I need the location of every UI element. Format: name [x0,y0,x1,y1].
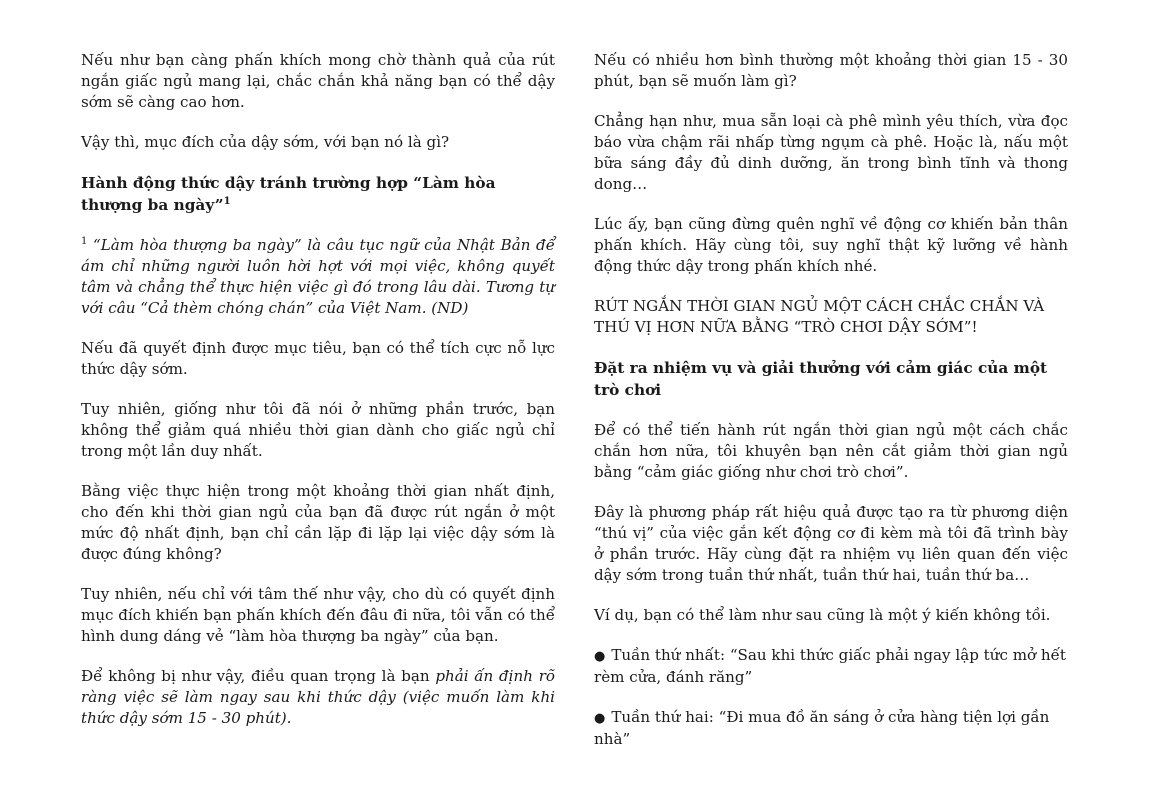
paragraph: Nếu đã quyết định được mục tiêu, bạn có thể tích cực nỗ lực thức dậy sớm. [81,339,555,378]
bullet-text: Tuần thứ nhất: “Sau khi thức giấc phải ngay lập tức mở hết rèm cửa, đánh răng” [594,646,1066,686]
section-heading: Đặt ra nhiệm vụ và giải thưởng với cảm giác của một trò chơi [594,359,1048,399]
bullet-text: Tuần thứ hai: “Đi mua đồ ăn sáng ở cửa hàng tiện lợi gần nhà” [594,708,1050,748]
right-column [594,50,1068,769]
bullet-icon: ● [594,649,606,664]
paragraph: Để có thể tiến hành rút ngắn thời gian ngủ một cách chắc chắn hơn nữa, tôi khuyên bạn nên cắt giảm thời gian ngủ bằng “cảm giác giống như chơi trò chơi”. [594,421,1068,481]
paragraph: Vậy thì, mục đích của dậy sớm, với bạn nó là gì? [81,133,450,151]
footnote-mark: 1 [81,235,88,247]
paragraph: Lúc ấy, bạn cũng đừng quên nghĩ về động cơ khiến bản thân phấn khích. Hãy cùng tôi, suy nghĩ thật kỹ lưỡng về hành động thức dậy trong phấn khích nhé. [594,215,1068,275]
paragraph: Nếu có nhiều hơn bình thường một khoảng thời gian 15 - 30 phút, bạn sẽ muốn làm gì? [594,51,1068,90]
heading-text: Hành động thức dậy tránh trường hợp “Làm hòa thượng ba ngày” [81,174,496,214]
footnote-ref: 1 [223,195,231,207]
left-column [81,50,555,748]
paragraph: Ví dụ, bạn có thể làm như sau cũng là một ý kiến không tồi. [594,606,1051,624]
paragraph [81,666,555,729]
emphasized-text: phải ấn định rõ ràng việc sẽ làm ngay sau khi thức dậy (việc muốn làm khi thức dậy sớm 15 - 30 phút). [81,667,555,727]
footnote-text: “Làm hòa thượng ba ngày” là câu tục ngữ của Nhật Bản để ám chỉ những người luôn hời hợt với mọi việc, không quyết tâm và chẳng thể thực hiện việc gì đó trong lâu dài. Tương tự với câu “Cả thèm chóng chán” của Việt Nam. (ND) [81,236,555,317]
paragraph: Tuy nhiên, giống như tôi đã nói ở những phần trước, bạn không thể giảm quá nhiều thời gian dành cho giấc ngủ chỉ trong một lần duy nhất. [81,400,555,460]
bullet-item [594,707,1068,750]
paragraph: Tuy nhiên, nếu chỉ với tâm thế như vậy, cho dù có quyết định mục đích khiến bạn phấn khích đến đâu đi nữa, tôi vẫn có thể hình dung dáng vẻ “làm hòa thượng ba ngày” của bạn. [81,585,555,645]
paragraph: Chẳng hạn như, mua sẵn loại cà phê mình yêu thích, vừa đọc báo vừa chậm rãi nhấp từng ngụm cà phê. Hoặc là, nấu một bữa sáng đầy đủ dinh dưỡng, ăn trong bình tĩnh và thong dong… [594,112,1068,193]
chapter-section-title: RÚT NGẮN THỜI GIAN NGỦ MỘT CÁCH CHẮC CHẮN VÀ THÚ VỊ HƠN NỮA BẰNG “TRÒ CHƠI DẬY SỚM”! [594,297,1045,336]
paragraph: Nếu như bạn càng phấn khích mong chờ thành quả của rút ngắn giấc ngủ mang lại, chắc chắn khả năng bạn có thể dậy sớm sẽ càng cao hơn. [81,51,555,111]
footnote [81,235,555,319]
paragraph: Bằng việc thực hiện trong một khoảng thời gian nhất định, cho đến khi thời gian ngủ của bạn đã được rút ngắn ở một mức độ nhất định, bạn chỉ cần lặp đi lặp lại việc dậy sớm là được đúng không? [81,482,555,563]
paragraph-text: Để không bị như vậy, điều quan trọng là bạn [81,667,436,685]
paragraph: Đây là phương pháp rất hiệu quả được tạo ra từ phương diện “thú vị” của việc gắn kết động cơ đi kèm mà tôi đã trình bày ở phần trước. Hãy cùng đặt ra nhiệm vụ liên quan đến việc dậy sớm trong tuần thứ nhất, tuần thứ hai, tuần thứ ba… [594,503,1068,584]
bullet-item [594,645,1068,688]
bullet-icon: ● [594,711,606,726]
section-heading [81,172,555,216]
